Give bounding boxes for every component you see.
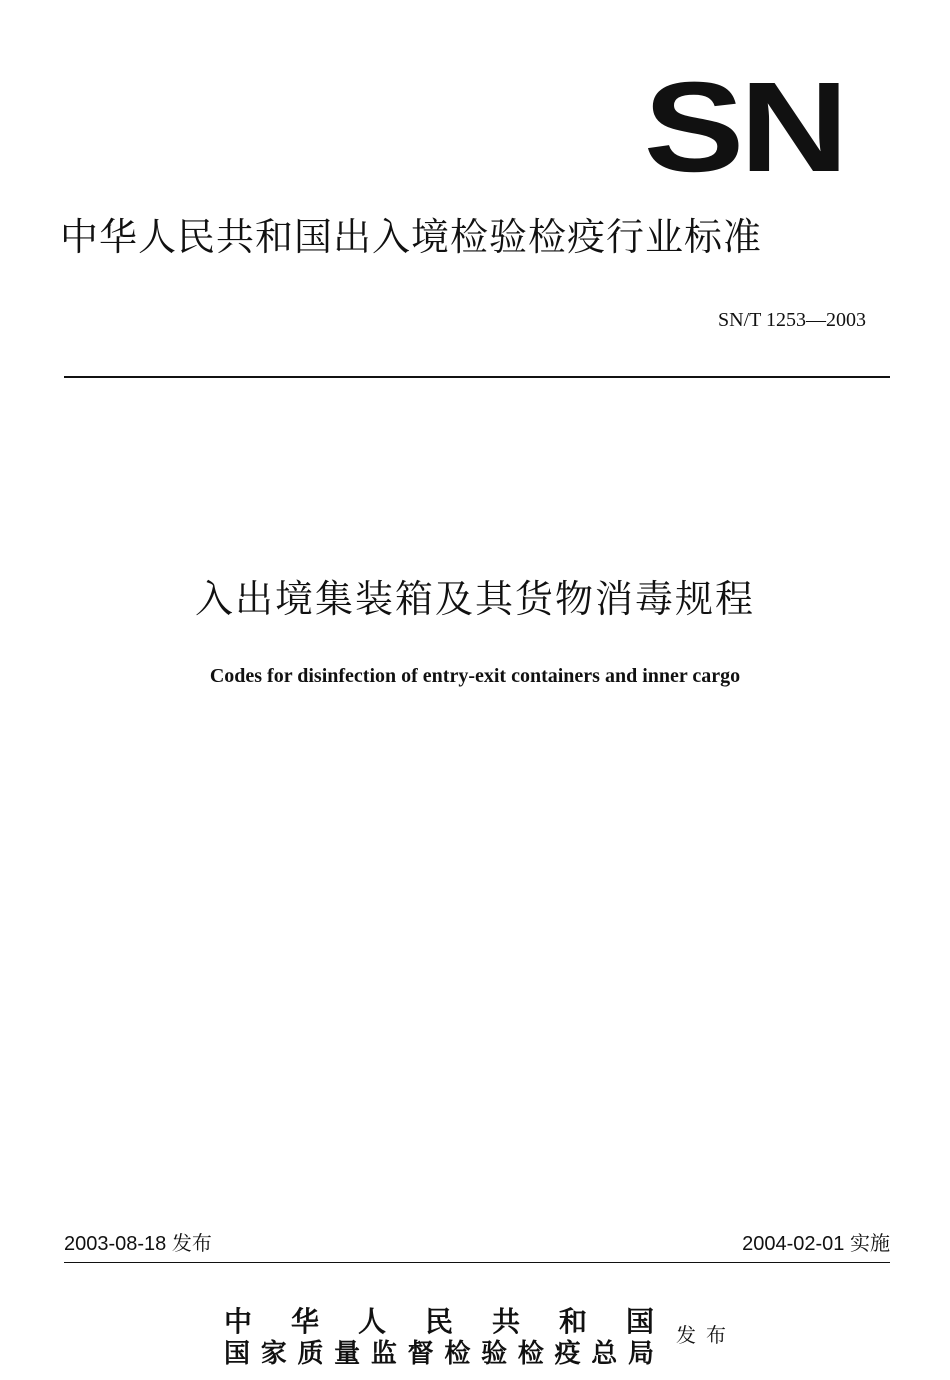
english-title: Codes for disinfection of entry-exit containers and inner cargo xyxy=(209,665,741,687)
effective-date: 2004-02-01 实施 xyxy=(742,1233,890,1255)
issue-date: 2003-08-18 发布 xyxy=(64,1233,212,1255)
issuer-action: 发布 xyxy=(676,1323,736,1347)
chinese-title: 入出境集装箱及其货物消毒规程 xyxy=(194,577,755,621)
issuer-line-1: 中 华 人 民 共 和 国 xyxy=(224,1305,654,1338)
standard-number: SN/T 1253—2003 xyxy=(718,309,866,331)
industry-standard-title: 中华人民共和国出入境检验检疫行业标准 xyxy=(60,215,763,259)
top-divider xyxy=(64,376,890,378)
bottom-divider xyxy=(64,1262,890,1263)
issuer-line-2: 国家质量监督检验检疫总局 xyxy=(224,1339,654,1369)
sn-logo: SN xyxy=(643,56,844,199)
